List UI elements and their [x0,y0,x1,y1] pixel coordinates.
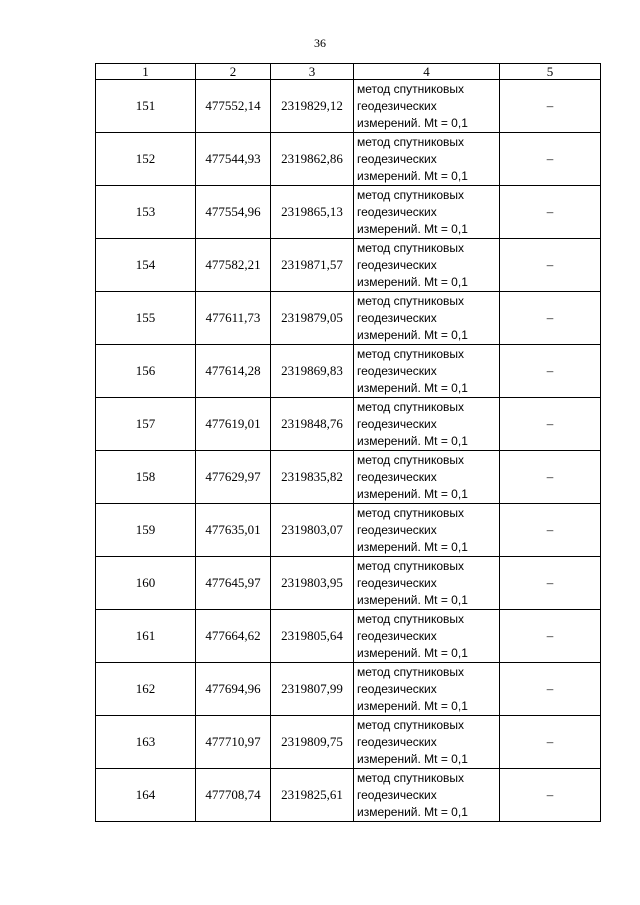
table-body [96,80,601,822]
x-coordinate-cell: 477614,28 [196,345,271,398]
method-cell: метод спутниковых геодезических измерений. Mt = 0,1 [354,557,500,610]
y-coordinate-cell: 2319879,05 [271,292,354,345]
method-cell: метод спутниковых геодезических измерений. Mt = 0,1 [354,292,500,345]
method-cell: метод спутниковых геодезических измерений. Mt = 0,1 [354,663,500,716]
table-row [96,610,601,663]
x-coordinate-cell: 477619,01 [196,398,271,451]
point-number-cell: 158 [96,451,196,504]
table-row [96,716,601,769]
x-coordinate-cell: 477544,93 [196,133,271,186]
note-cell: – [500,610,601,663]
y-coordinate-cell: 2319825,61 [271,769,354,822]
method-cell: метод спутниковых геодезических измерений. Mt = 0,1 [354,398,500,451]
point-number-cell: 161 [96,610,196,663]
coordinates-table [95,63,601,822]
table-row [96,345,601,398]
note-cell: – [500,504,601,557]
table-row [96,239,601,292]
note-cell: – [500,80,601,133]
x-coordinate-cell: 477710,97 [196,716,271,769]
note-cell: – [500,716,601,769]
column-header: 3 [271,64,354,80]
y-coordinate-cell: 2319871,57 [271,239,354,292]
x-coordinate-cell: 477694,96 [196,663,271,716]
y-coordinate-cell: 2319805,64 [271,610,354,663]
table-header-row [96,64,601,80]
point-number-cell: 153 [96,186,196,239]
table-row [96,557,601,610]
method-cell: метод спутниковых геодезических измерений. Mt = 0,1 [354,451,500,504]
point-number-cell: 159 [96,504,196,557]
page-number: 36 [314,36,326,50]
x-coordinate-cell: 477635,01 [196,504,271,557]
y-coordinate-cell: 2319862,86 [271,133,354,186]
note-cell: – [500,769,601,822]
column-header: 5 [500,64,601,80]
table-row [96,292,601,345]
x-coordinate-cell: 477554,96 [196,186,271,239]
point-number-cell: 162 [96,663,196,716]
point-number-cell: 164 [96,769,196,822]
note-cell: – [500,239,601,292]
y-coordinate-cell: 2319865,13 [271,186,354,239]
point-number-cell: 152 [96,133,196,186]
y-coordinate-cell: 2319809,75 [271,716,354,769]
method-cell: метод спутниковых геодезических измерений. Mt = 0,1 [354,769,500,822]
y-coordinate-cell: 2319848,76 [271,398,354,451]
method-cell: метод спутниковых геодезических измерений. Mt = 0,1 [354,239,500,292]
x-coordinate-cell: 477611,73 [196,292,271,345]
method-cell: метод спутниковых геодезических измерений. Mt = 0,1 [354,345,500,398]
column-header: 4 [354,64,500,80]
method-cell: метод спутниковых геодезических измерений. Mt = 0,1 [354,80,500,133]
y-coordinate-cell: 2319835,82 [271,451,354,504]
y-coordinate-cell: 2319803,07 [271,504,354,557]
note-cell: – [500,663,601,716]
point-number-cell: 160 [96,557,196,610]
method-cell: метод спутниковых геодезических измерений. Mt = 0,1 [354,610,500,663]
method-cell: метод спутниковых геодезических измерений. Mt = 0,1 [354,186,500,239]
method-cell: метод спутниковых геодезических измерений. Mt = 0,1 [354,716,500,769]
table-row [96,769,601,822]
y-coordinate-cell: 2319803,95 [271,557,354,610]
x-coordinate-cell: 477708,74 [196,769,271,822]
point-number-cell: 155 [96,292,196,345]
method-cell: метод спутниковых геодезических измерений. Mt = 0,1 [354,504,500,557]
point-number-cell: 163 [96,716,196,769]
point-number-cell: 156 [96,345,196,398]
note-cell: – [500,398,601,451]
table-row [96,451,601,504]
note-cell: – [500,186,601,239]
table-row [96,398,601,451]
point-number-cell: 151 [96,80,196,133]
column-header: 1 [96,64,196,80]
x-coordinate-cell: 477664,62 [196,610,271,663]
note-cell: – [500,292,601,345]
y-coordinate-cell: 2319829,12 [271,80,354,133]
y-coordinate-cell: 2319869,83 [271,345,354,398]
note-cell: – [500,133,601,186]
table-row [96,80,601,133]
table-row [96,186,601,239]
note-cell: – [500,345,601,398]
table-row [96,504,601,557]
x-coordinate-cell: 477629,97 [196,451,271,504]
x-coordinate-cell: 477582,21 [196,239,271,292]
point-number-cell: 154 [96,239,196,292]
table-row [96,663,601,716]
method-cell: метод спутниковых геодезических измерений. Mt = 0,1 [354,133,500,186]
y-coordinate-cell: 2319807,99 [271,663,354,716]
note-cell: – [500,451,601,504]
column-header: 2 [196,64,271,80]
note-cell: – [500,557,601,610]
point-number-cell: 157 [96,398,196,451]
x-coordinate-cell: 477552,14 [196,80,271,133]
table-row [96,133,601,186]
x-coordinate-cell: 477645,97 [196,557,271,610]
